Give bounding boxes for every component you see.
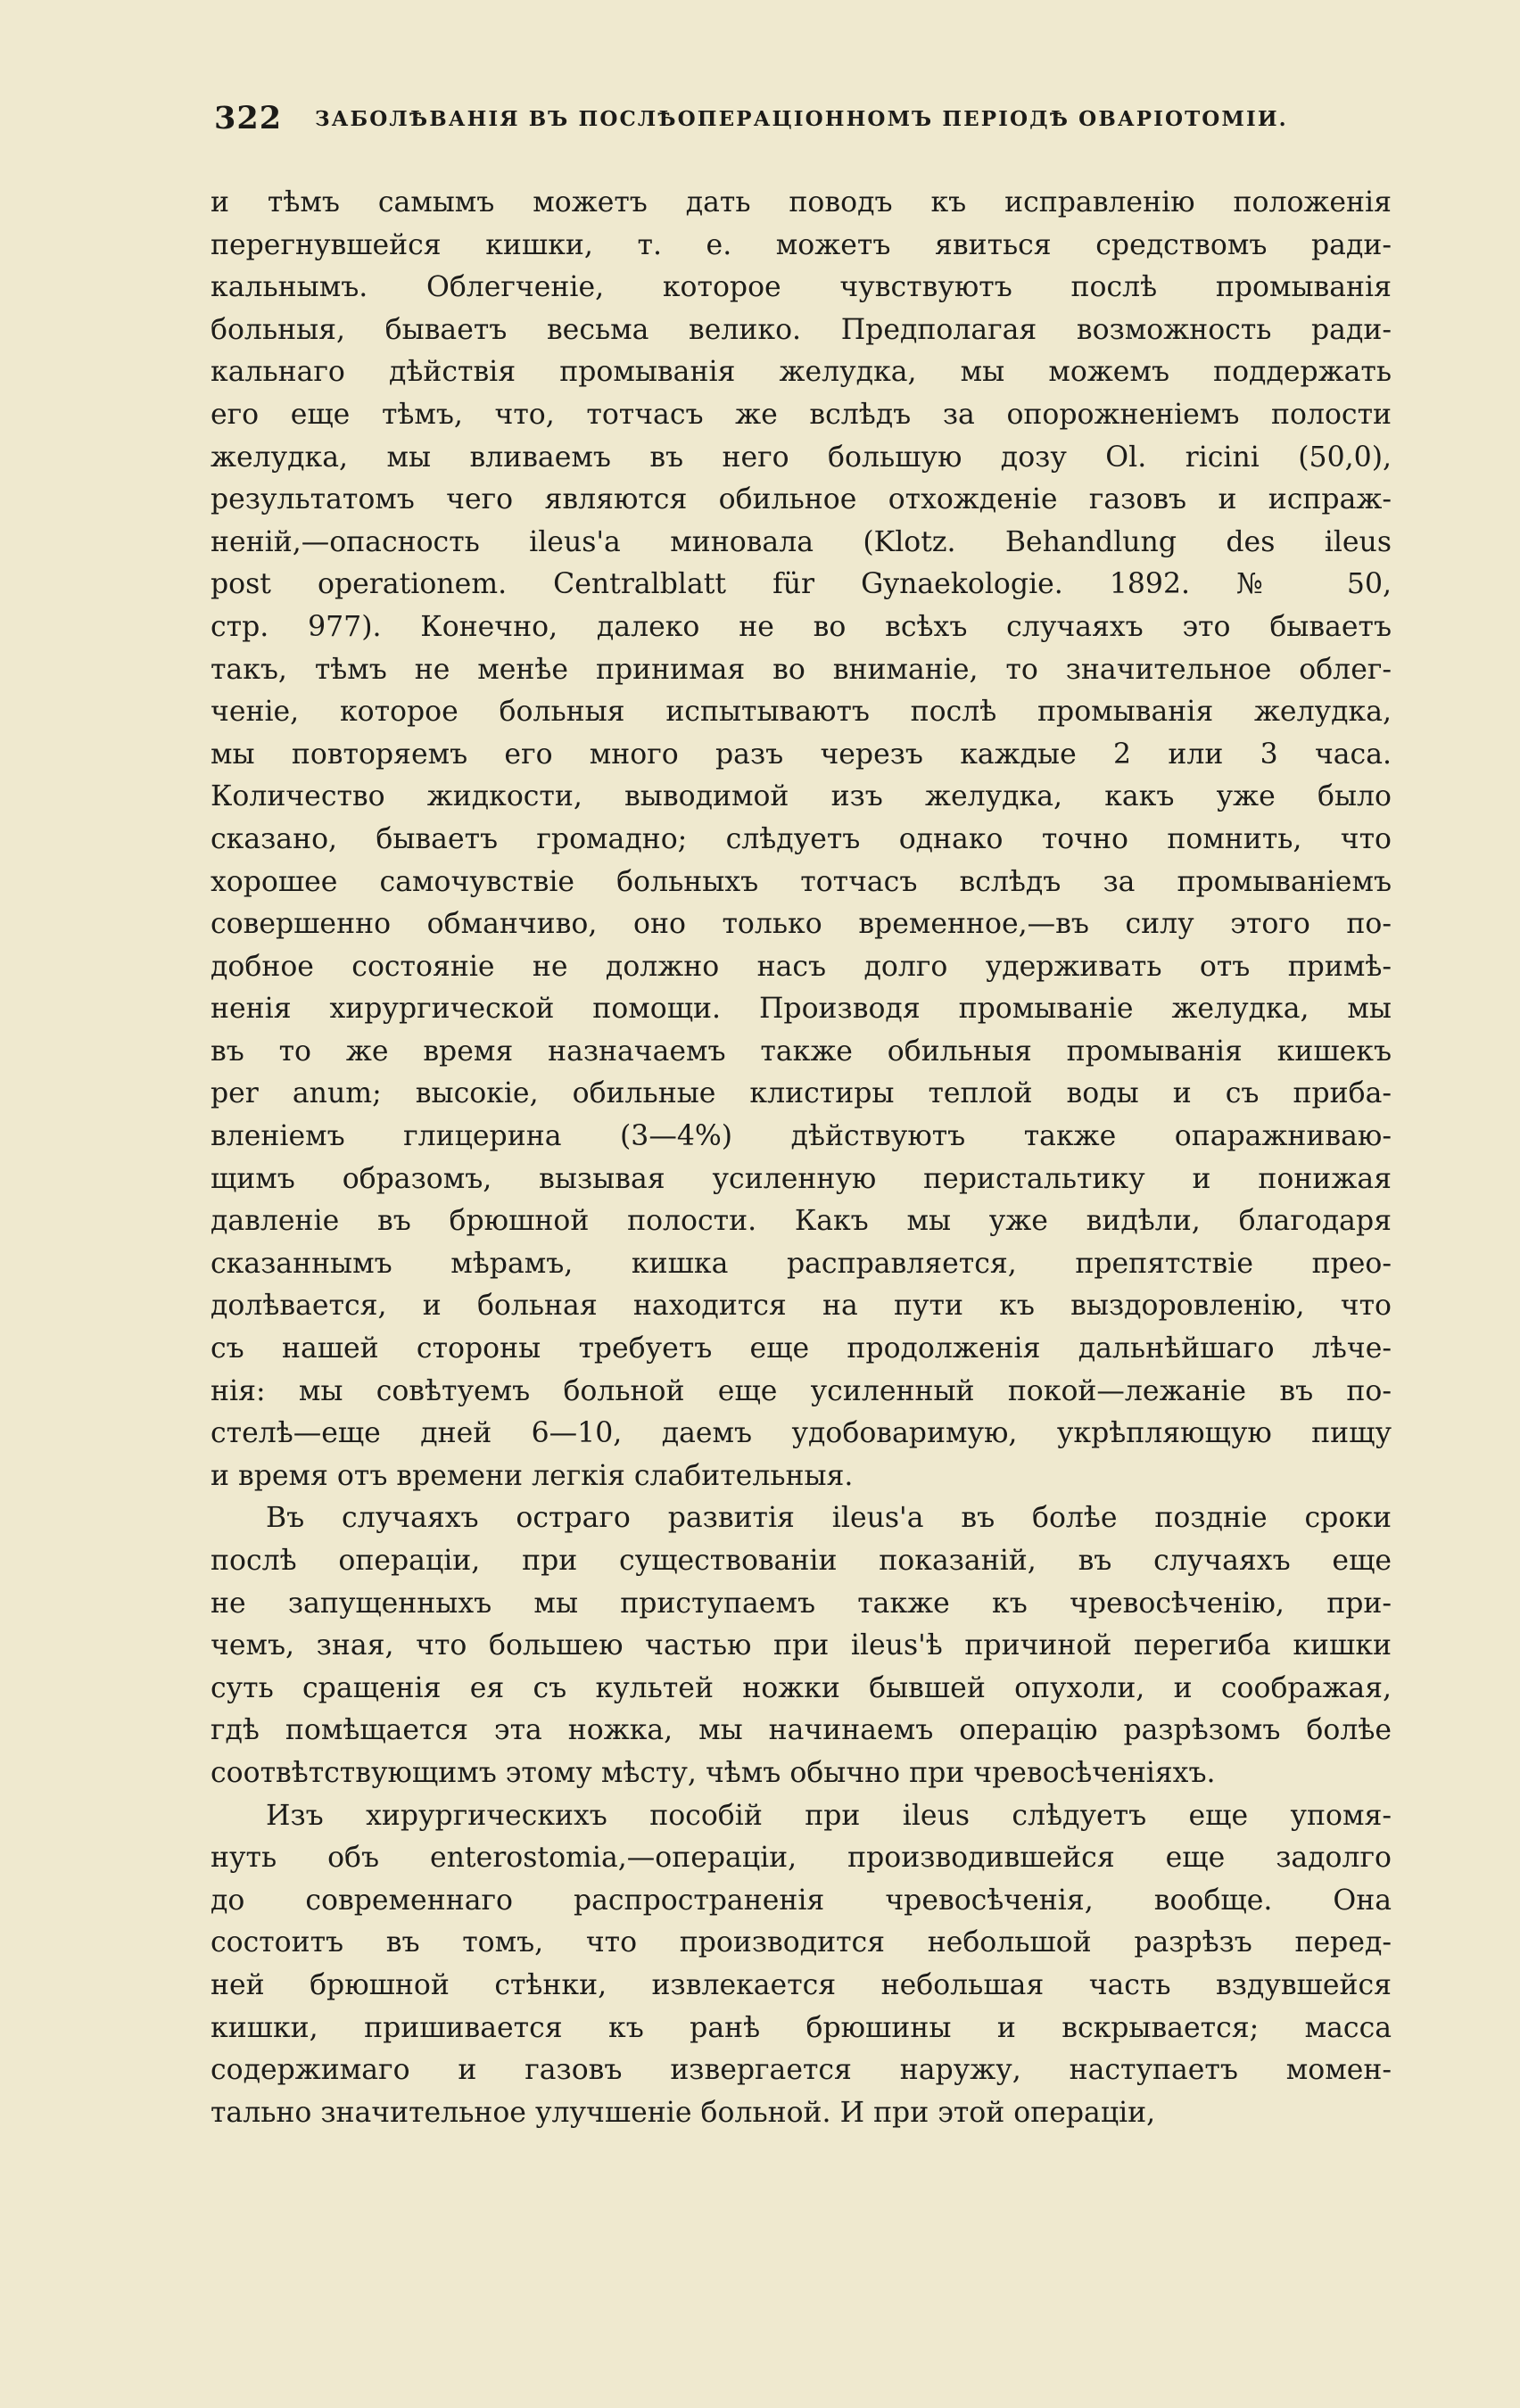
text-line: post operationem. Centralblatt für Gynaekologie. 1892. № 50, bbox=[211, 568, 1392, 601]
text-line: такъ, тѣмъ не менѣе принимая во вниманіе, то значительное облег- bbox=[211, 653, 1392, 686]
text-line: желудка, мы вливаемъ въ него большую дозу Ol. ricini (50,0), bbox=[211, 441, 1392, 474]
text-line: тально значительное улучшеніе больной. И при этой операціи, bbox=[211, 2096, 1156, 2129]
text-line: давленіе въ брюшной полости. Какъ мы уже видѣли, благодаря bbox=[211, 1205, 1392, 1238]
text-line: нуть объ enterostomia,—операціи, производившейся еще задолго bbox=[211, 1842, 1392, 1875]
text-line: нія: мы совѣтуемъ больной еще усиленный покой—лежаніе въ по- bbox=[211, 1374, 1392, 1407]
text-line: Въ случаяхъ остраго развитія ileus'а въ болѣе поздніе сроки bbox=[266, 1502, 1392, 1535]
text-line: мы повторяемъ его много разъ черезъ каждые 2 или 3 часа. bbox=[211, 738, 1392, 771]
paragraph bbox=[211, 1795, 1392, 2135]
text-line: до современнаго распространенія чревосѣченія, вообще. Она bbox=[211, 1884, 1392, 1917]
text-line: кальнаго дѣйствія промыванія желудка, мы можемъ поддержать bbox=[211, 356, 1392, 389]
text-line: съ нашей стороны требуетъ еще продолженія дальнѣйшаго лѣче- bbox=[211, 1332, 1392, 1365]
running-title: ЗАБОЛѢВАНІЯ ВЪ ПОСЛѢОПЕРАЦІОННОМЪ ПЕРІОДѢ ОВАРІОТОМІИ. bbox=[315, 107, 1288, 131]
text-line: ненія хирургической помощи. Производя промываніе желудка, мы bbox=[211, 993, 1392, 1026]
text-line: per anum; высокіе, обильные клистиры теплой воды и съ приба- bbox=[211, 1077, 1392, 1110]
text-line: вленіемъ глицерина (3—4%) дѣйствуютъ также опаражниваю- bbox=[211, 1120, 1392, 1153]
text-line: сказаннымъ мѣрамъ, кишка расправляется, препятствіе прео- bbox=[211, 1247, 1392, 1280]
text-line: содержимаго и газовъ извергается наружу, наступаетъ момен- bbox=[211, 2054, 1392, 2087]
text-line: щимъ образомъ, вызывая усиленную перистальтику и понижая bbox=[211, 1162, 1392, 1195]
text-line: больныя, бываетъ весьма велико. Предполагая возможность ради- bbox=[211, 313, 1392, 346]
text-line: состоитъ въ томъ, что производится небольшой разрѣзъ перед- bbox=[211, 1926, 1392, 1959]
text-line: послѣ операціи, при существованіи показаній, въ случаяхъ еще bbox=[211, 1545, 1392, 1577]
text-line: кальнымъ. Облегченіе, которое чувствуютъ послѣ промыванія bbox=[211, 271, 1392, 304]
text-line: чемъ, зная, что большею частью при ileus'ѣ причиной перегиба кишки bbox=[211, 1629, 1392, 1662]
text-line: сказано, бываетъ громадно; слѣдуетъ однако точно помнить, что bbox=[211, 822, 1392, 855]
text-line: ней брюшной стѣнки, извлекается небольшая часть вздувшейся bbox=[211, 1968, 1392, 2001]
text-line: совершенно обманчиво, оно только временное,—въ силу этого по- bbox=[211, 908, 1392, 941]
paragraph bbox=[211, 1497, 1392, 1794]
text-line: добное состояніе не должно насъ долго удерживать отъ примѣ- bbox=[211, 950, 1392, 983]
text-line: въ то же время назначаемъ также обильныя промыванія кишекъ bbox=[211, 1035, 1392, 1068]
text-line: результатомъ чего являются обильное отхожденіе газовъ и испраж- bbox=[211, 483, 1392, 516]
paragraph bbox=[211, 182, 1392, 1497]
page-header bbox=[214, 100, 1400, 136]
text-line: суть сращенія ея съ культей ножки бывшей опухоли, и соображая, bbox=[211, 1671, 1392, 1704]
text-line: соотвѣтствующимъ этому мѣсту, чѣмъ обычно при чревосѣченіяхъ. bbox=[211, 1756, 1216, 1789]
text-line: неній,—опасность ileus'а миновала (Klotz. Behandlung des ileus bbox=[211, 525, 1392, 558]
text-line: гдѣ помѣщается эта ножка, мы начинаемъ операцію разрѣзомъ болѣе bbox=[211, 1714, 1392, 1747]
page-number: 322 bbox=[214, 100, 283, 136]
text-line: и тѣмъ самымъ можетъ дать поводъ къ исправленію положенія bbox=[211, 186, 1392, 219]
text-line: стелѣ—еще дней 6—10, даемъ удобоваримую, укрѣпляющую пищу bbox=[211, 1417, 1392, 1450]
text-line: кишки, пришивается къ ранѣ брюшины и вскрывается; масса bbox=[211, 2011, 1392, 2044]
text-line: ченіе, которое больныя испытываютъ послѣ промыванія желудка, bbox=[211, 696, 1392, 729]
text-line: перегнувшейся кишки, т. е. можетъ явиться средствомъ ради- bbox=[211, 228, 1392, 261]
text-line: его еще тѣмъ, что, тотчасъ же вслѣдъ за опорожненіемъ полости bbox=[211, 398, 1392, 431]
text-line: стр. 977). Конечно, далеко не во всѣхъ случаяхъ это бываетъ bbox=[211, 610, 1392, 643]
text-line: хорошее самочувствіе больныхъ тотчасъ вслѣдъ за промываніемъ bbox=[211, 865, 1392, 898]
text-line: Изъ хирургическихъ пособій при ileus слѣдуетъ еще упомя- bbox=[266, 1799, 1392, 1832]
text-line: долѣвается, и больная находится на пути къ выздоровленію, что bbox=[211, 1290, 1392, 1323]
text-line: и время отъ времени легкія слабительныя. bbox=[211, 1459, 854, 1492]
text-line: не запущенныхъ мы приступаемъ также къ чревосѣченію, при- bbox=[211, 1587, 1392, 1620]
text-line: Количество жидкости, выводимой изъ желудка, какъ уже было bbox=[211, 780, 1392, 813]
body-text bbox=[211, 182, 1392, 2134]
